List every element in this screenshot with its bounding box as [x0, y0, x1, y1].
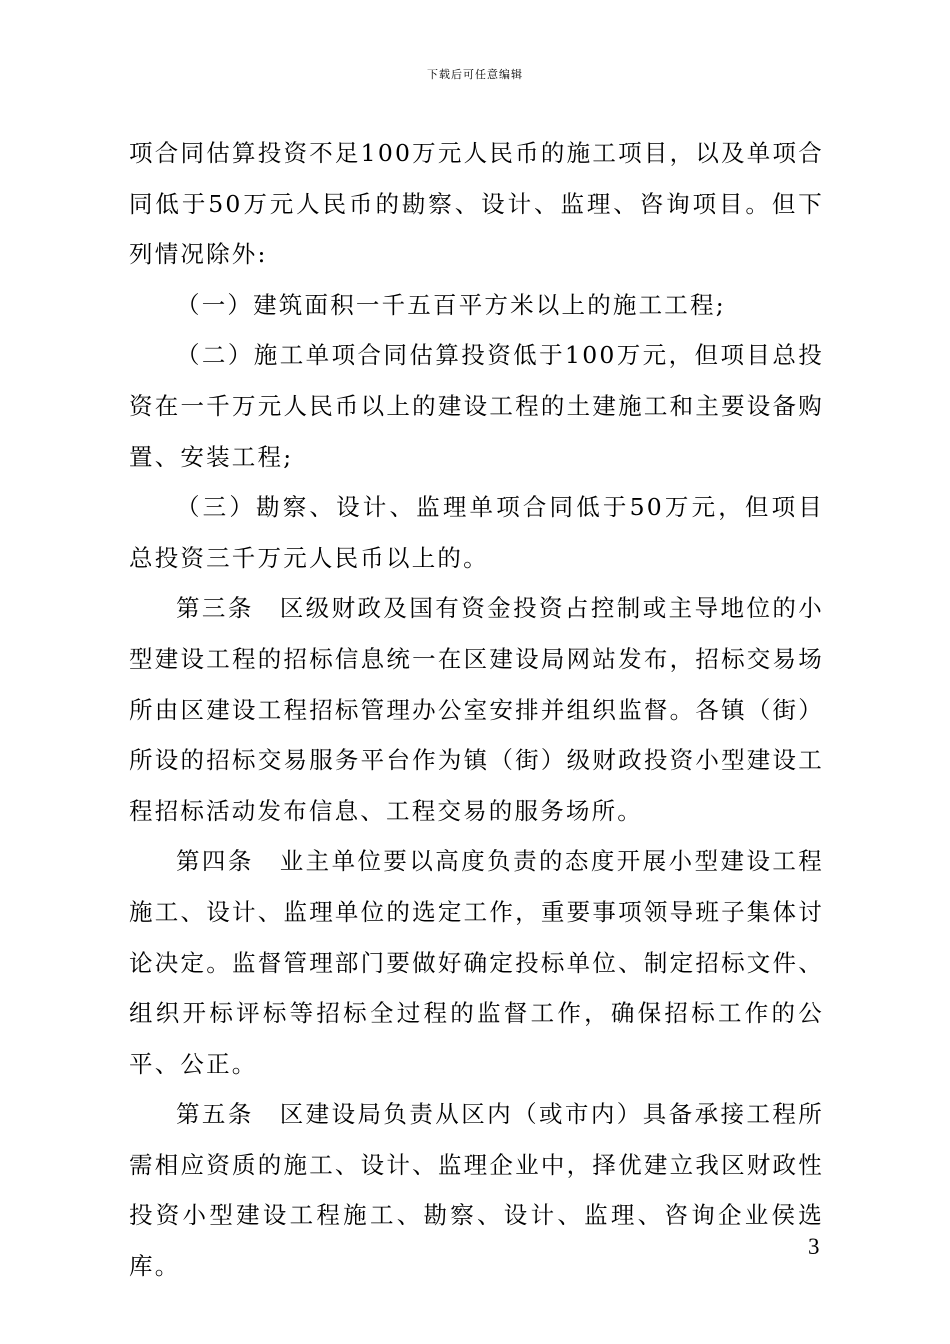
page-header-note: 下载后可任意编辑: [427, 68, 523, 81]
paragraph-article-three: 第三条 区级财政及国有资金投资占控制或主导地位的小型建设工程的招标信息统一在区建设局网站发布，招标交易场所由区建设工程招标管理办公室安排并组织监督。各镇（街）所设的招标交易服务平台作为镇（街）级财政投资小型建设工程招标活动发布信息、工程交易的服务场所。: [129, 594, 824, 825]
paragraph-article-four: 第四条 业主单位要以高度负责的态度开展小型建设工程施工、设计、监理单位的选定工作，重要事项领导班子集体讨论决定。监督管理部门要做好确定投标单位、制定招标文件、组织开标评标等招标全过程的监督工作，确保招标工作的公平、公正。: [129, 847, 824, 1078]
page-number: 3: [808, 1234, 820, 1259]
document-body: [129, 128, 824, 1292]
paragraph-item-two: （二）施工单项合同估算投资低于100万元，但项目总投资在一千万元人民币以上的建设工程的土建施工和主要设备购置、安装工程;: [129, 341, 824, 471]
paragraph-item-three: （三）勘察、设计、监理单项合同低于50万元，但项目总投资三千万元人民币以上的。: [129, 493, 824, 572]
paragraph-item-one: （一）建筑面积一千五百平方米以上的施工工程;: [176, 290, 726, 319]
paragraph-continuation: 项合同估算投资不足100万元人民币的施工项目，以及单项合同低于50万元人民币的勘察、设计、监理、咨询项目。但下列情况除外:: [129, 139, 824, 269]
paragraph-article-five: 第五条 区建设局负责从区内（或市内）具备承接工程所需相应资质的施工、设计、监理企业中，择优建立我区财政性投资小型建设工程施工、勘察、设计、监理、咨询企业侯选库。: [129, 1100, 824, 1281]
